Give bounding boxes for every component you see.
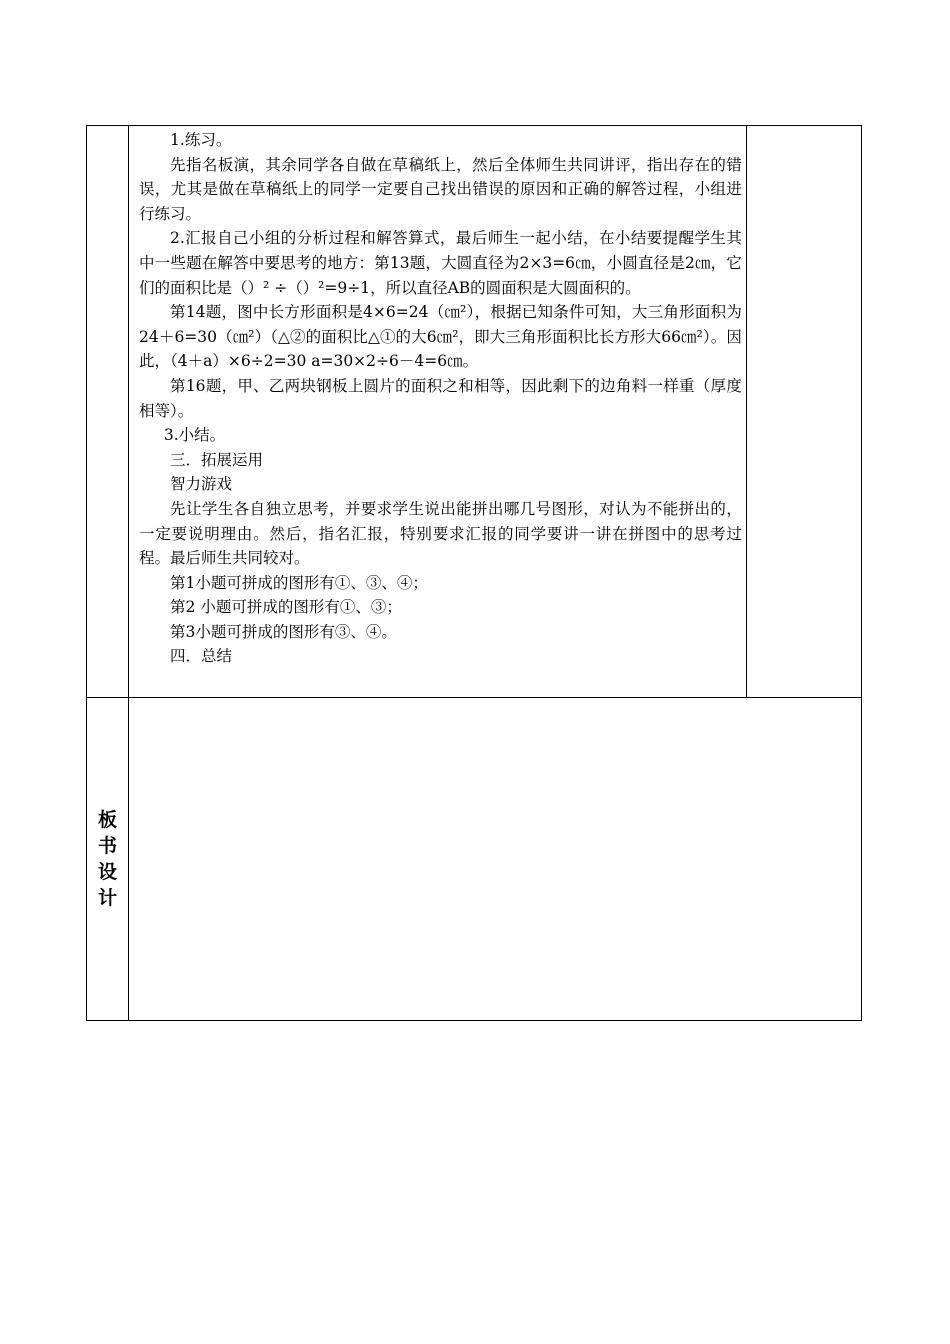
board-design-char: 书 bbox=[98, 835, 118, 857]
board-design-content-cell bbox=[129, 698, 862, 1021]
board-design-char: 计 bbox=[98, 887, 118, 909]
paragraph-summary-heading: 3.小结。 bbox=[163, 426, 226, 445]
paragraph-practice-heading: 1.练习。 bbox=[170, 131, 232, 149]
paragraph-question-16: 第16题，甲、乙两块钢板上圆片的面积之和相等，因此剩下的边角料一样重（厚度相等）。 bbox=[139, 376, 742, 420]
paragraph-extension-heading: 三．拓展运用 bbox=[170, 450, 264, 469]
paragraph-answer-3: 第3小题可拼成的图形有③、④。 bbox=[170, 622, 397, 641]
board-design-char: 板 bbox=[98, 809, 118, 831]
paragraph-question-14: 第14题，图中长方形面积是4×6=24（㎝²），根据已知条件可知，大三角形面积为24＋6=30（㎝²）（△②的面积比△①的大6㎝²，即大三角形面积比长方形大66㎝²）。因此，（4＋a）×6÷2=30 a=30×2÷6－4=6㎝。 bbox=[139, 303, 742, 371]
lesson-plan-table bbox=[86, 125, 862, 1021]
paragraph-practice-detail: 先指名板演，其余同学各自做在草稿纸上，然后全体师生共同讲评，指出存在的错误，尤其是做在草稿纸上的同学一定要自己找出错误的原因和正确的解答过程，小组进行练习。 bbox=[139, 155, 742, 223]
notes-cell bbox=[746, 126, 861, 698]
board-design-label bbox=[87, 807, 128, 911]
board-design-row bbox=[87, 698, 862, 1021]
teaching-process-row bbox=[87, 126, 862, 698]
paragraph-conclusion-heading: 四．总结 bbox=[170, 647, 233, 666]
paragraph-game-detail: 先让学生各自独立思考，并要求学生说出能拼出哪几号图形，对认为不能拼出的，一定要说明理由。然后，指名汇报，特别要求汇报的同学要讲一讲在拼图中的思考过程。最后师生共同较对。 bbox=[139, 499, 742, 568]
paragraph-answer-1: 第1小题可拼成的图形有①、③、④； bbox=[170, 573, 428, 592]
teaching-content-cell bbox=[129, 126, 747, 698]
paragraph-game-heading: 智力游戏 bbox=[170, 475, 233, 494]
paragraph-answer-2: 第2 小题可拼成的图形有①、③； bbox=[170, 598, 402, 617]
left-label-cell bbox=[87, 126, 129, 698]
board-design-label-cell bbox=[87, 698, 129, 1021]
board-design-char: 设 bbox=[98, 861, 118, 883]
paragraph-report-summary: 2.汇报自己小组的分析过程和解答算式，最后师生一起小结，在小结要提醒学生其中一些题在解答中要思考的地方：第13题，大圆直径为2×3=6㎝，小圆直径是2㎝，它们的面积比是（）² ÷（）²=9÷1，所以直径AB的圆面积是大圆面积的。 bbox=[139, 229, 742, 297]
teaching-content bbox=[129, 126, 746, 669]
